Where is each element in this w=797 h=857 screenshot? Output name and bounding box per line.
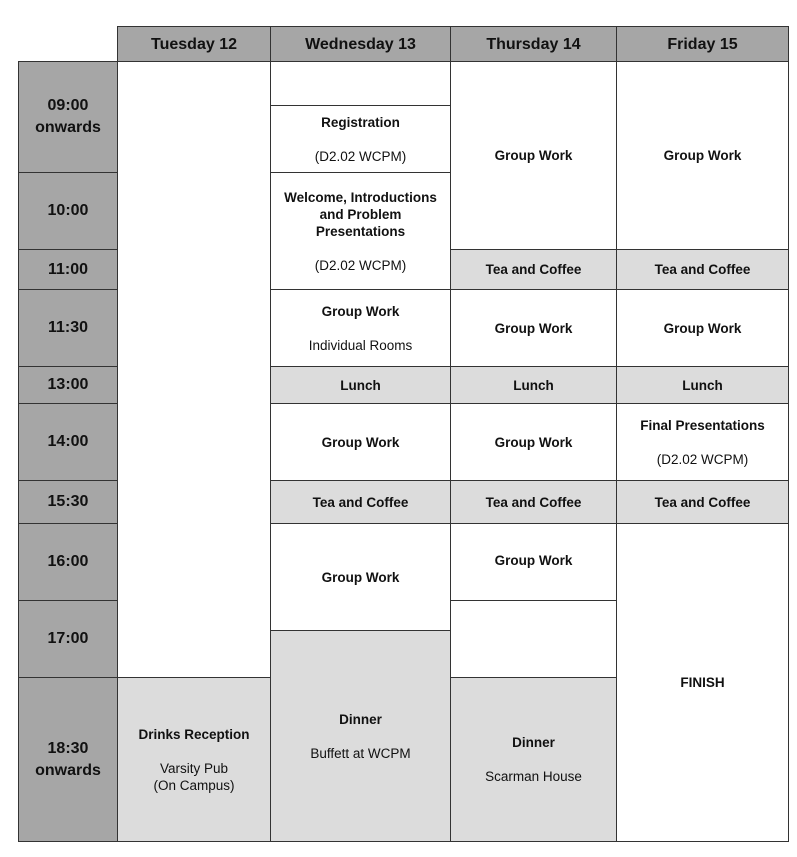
day-label: Tuesday 12 <box>151 35 237 53</box>
event-title: Group Work <box>321 569 400 585</box>
header-thursday <box>450 26 617 62</box>
event-location: (D2.02 WCPM) <box>314 148 407 164</box>
event-title: Group Work <box>663 320 742 336</box>
time-1400 <box>18 403 118 481</box>
event-title: Lunch <box>682 377 723 393</box>
event-title: Welcome, Introductions and Problem Presentations <box>284 189 437 239</box>
event-location: Varsity Pub <box>159 760 229 776</box>
thursday-lunch <box>450 366 617 404</box>
friday-group-work-1130 <box>616 289 789 367</box>
time-label: 11:00 <box>47 260 89 278</box>
event-title: Registration <box>321 114 400 130</box>
time-label-suffix: onwards <box>35 761 101 779</box>
wednesday-group-work-1130 <box>270 289 451 367</box>
time-1130 <box>18 289 118 367</box>
time-label: 15:30 <box>47 493 89 510</box>
wednesday-empty-top <box>270 61 451 106</box>
thursday-tea-coffee-1530 <box>450 480 617 524</box>
event-title: Group Work <box>494 434 573 450</box>
wednesday-group-work-1600 <box>270 523 451 631</box>
event-location: Scarman House <box>485 769 582 784</box>
event-title: Group Work <box>494 320 573 336</box>
time-label: 10:00 <box>47 202 89 219</box>
time-label: 11:30 <box>47 319 89 336</box>
event-title: Group Work <box>321 303 400 319</box>
time-label: 13:00 <box>47 376 89 393</box>
thursday-group-work-1400 <box>450 403 617 481</box>
time-label: 09:00 <box>47 97 89 114</box>
event-title: Tea and Coffee <box>485 262 582 277</box>
wednesday-tea-coffee <box>270 480 451 524</box>
event-location: Buffett at WCPM <box>310 745 411 761</box>
time-1000 <box>18 172 118 250</box>
friday-final-presentations <box>616 403 789 481</box>
friday-lunch <box>616 366 789 404</box>
day-label: Thursday 14 <box>486 35 581 53</box>
time-label: 14:00 <box>47 433 89 450</box>
event-title: Dinner <box>512 735 555 750</box>
tuesday-drinks-reception <box>117 677 271 842</box>
time-1700 <box>18 600 118 678</box>
friday-tea-coffee-1530 <box>616 480 789 524</box>
event-title: Dinner <box>339 711 382 727</box>
tuesday-empty-block <box>117 61 271 678</box>
thursday-group-work-1130 <box>450 289 617 367</box>
event-location: Individual Rooms <box>308 337 413 353</box>
day-label: Wednesday 13 <box>305 35 416 53</box>
header-friday <box>616 26 789 62</box>
event-title: Lunch <box>513 377 554 393</box>
time-1600 <box>18 523 118 601</box>
event-title: Group Work <box>494 553 573 568</box>
thursday-empty-1700 <box>450 600 617 678</box>
thursday-group-work-1600 <box>450 523 617 601</box>
time-label-suffix: onwards <box>35 119 101 136</box>
wednesday-dinner <box>270 630 451 842</box>
event-location-note: (On Campus) <box>153 777 235 793</box>
event-title: Group Work <box>494 148 573 163</box>
friday-group-work-0900 <box>616 61 789 250</box>
day-label: Friday 15 <box>667 35 738 53</box>
wednesday-group-work-1400 <box>270 403 451 481</box>
header-tuesday <box>117 26 271 62</box>
friday-finish <box>616 523 789 842</box>
time-0900 <box>18 61 118 173</box>
time-1830 <box>18 677 118 842</box>
header-wednesday <box>270 26 451 62</box>
event-title: Drinks Reception <box>138 726 250 742</box>
event-title: Tea and Coffee <box>654 262 751 277</box>
time-label: 18:30 <box>47 739 89 757</box>
wednesday-registration <box>270 105 451 173</box>
event-location: (D2.02 WCPM) <box>314 257 407 273</box>
event-title: FINISH <box>680 675 725 690</box>
time-label: 16:00 <box>47 553 89 570</box>
thursday-group-work-0900 <box>450 61 617 250</box>
time-label: 17:00 <box>47 630 89 647</box>
wednesday-welcome <box>270 172 451 290</box>
event-title: Tea and Coffee <box>485 494 582 510</box>
event-title: Final Presentations <box>640 417 765 433</box>
event-title: Tea and Coffee <box>654 494 751 510</box>
friday-tea-coffee-1100 <box>616 249 789 290</box>
time-1300 <box>18 366 118 404</box>
time-1530 <box>18 480 118 524</box>
event-title: Tea and Coffee <box>312 494 409 510</box>
event-location: (D2.02 WCPM) <box>656 451 749 467</box>
event-title: Group Work <box>663 148 742 163</box>
thursday-tea-coffee-1100 <box>450 249 617 290</box>
thursday-dinner <box>450 677 617 842</box>
time-1100 <box>18 249 118 290</box>
event-title: Lunch <box>340 377 381 393</box>
wednesday-lunch <box>270 366 451 404</box>
event-title: Group Work <box>321 434 400 450</box>
